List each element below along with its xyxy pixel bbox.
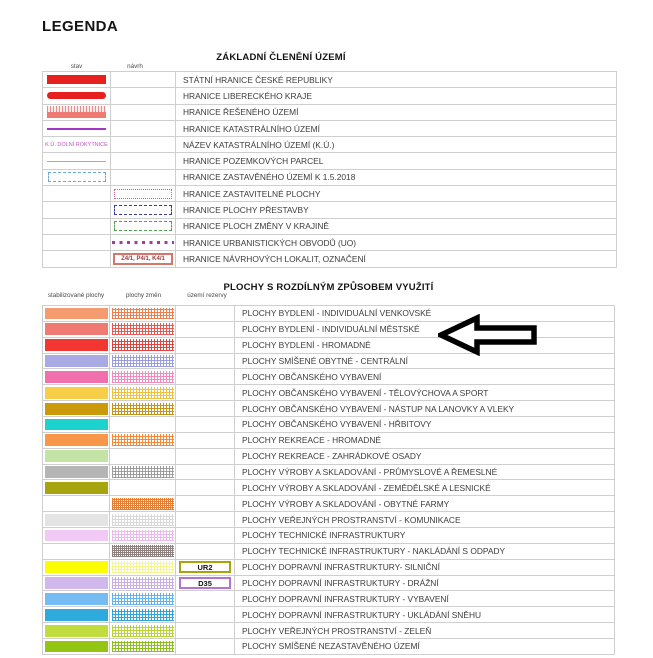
swatch-cell-changes — [109, 638, 176, 655]
legend-row — [42, 465, 615, 481]
legend-label: NÁZEV KATASTRÁLNÍHO ÚZEMÍ (K.Ú.) — [175, 136, 617, 153]
hatch-swatch — [112, 403, 174, 415]
swatch-cell-changes — [109, 384, 176, 401]
color-swatch — [45, 561, 108, 573]
swatch-cell-changes — [109, 432, 176, 449]
legend-row — [42, 219, 617, 235]
hatch-swatch — [112, 308, 174, 320]
swatch-cell-changes — [109, 416, 176, 433]
swatch-cell-navrh — [110, 185, 176, 202]
legend-label: PLOCHY BYDLENÍ - INDIVIDUÁLNÍ MĚSTSKÉ — [234, 321, 615, 338]
hatch-swatch — [112, 545, 174, 557]
color-swatch — [45, 466, 108, 478]
state-border-line-swatch — [47, 75, 106, 84]
swatch-cell-reserve — [175, 527, 235, 544]
swatch-cell-stabilized — [42, 527, 110, 544]
swatch-cell-reserve — [175, 638, 235, 655]
swatch-cell-navrh — [110, 250, 176, 267]
swatch-cell-stabilized — [42, 432, 110, 449]
swatch-cell-stabilized — [42, 321, 110, 338]
hatch-swatch — [112, 593, 174, 605]
legend-label: PLOCHY VEŘEJNÝCH PROSTRANSTVÍ - KOMUNIKACE — [234, 511, 615, 528]
legend-label: PLOCHY VÝROBY A SKLADOVÁNÍ - ZEMĚDĚLSKÉ A LESNICKÉ — [234, 479, 615, 496]
section1-title: ZÁKLADNÍ ČLENĚNÍ ÚZEMÍ — [216, 52, 346, 63]
color-swatch — [45, 355, 108, 367]
legend-row — [42, 88, 617, 104]
swatch-cell-changes — [109, 353, 176, 370]
legend-row — [42, 401, 615, 417]
legend-row — [42, 105, 617, 121]
swatch-cell-changes — [109, 622, 176, 639]
hatch-swatch — [112, 641, 174, 653]
cadastral-name-sample: K.Ú. DOLNÍ ROKYTNICE — [45, 141, 108, 148]
legend-row — [42, 560, 615, 576]
swatch-cell-stabilized — [42, 448, 110, 465]
swatch-cell-reserve — [175, 606, 235, 623]
swatch-cell-reserve — [175, 479, 235, 496]
legend-row — [42, 385, 615, 401]
legend-label: PLOCHY BYDLENÍ - HROMADNÉ — [234, 337, 615, 354]
legend-label: PLOCHY DOPRAVNÍ INFRASTRUKTURY - VYBAVENÍ — [234, 590, 615, 607]
hatch-swatch — [112, 514, 174, 526]
swatch-cell-stabilized — [42, 384, 110, 401]
swatch-cell-stav — [42, 71, 111, 88]
swatch-cell-stabilized — [42, 606, 110, 623]
hatch-swatch — [112, 466, 174, 478]
legend-label: PLOCHY DOPRAVNÍ INFRASTRUKTURY - DRÁŽNÍ — [234, 575, 615, 592]
color-swatch — [45, 530, 108, 542]
legend-row — [42, 528, 615, 544]
legend-label: PLOCHY REKREACE - HROMADNÉ — [234, 432, 615, 449]
legend-label: PLOCHY REKREACE - ZAHRÁDKOVÉ OSADY — [234, 448, 615, 465]
legend-row — [42, 121, 617, 137]
legend-row — [42, 170, 617, 186]
swatch-cell-stav — [42, 104, 111, 121]
swatch-cell-stabilized — [42, 495, 110, 512]
swatch-cell-reserve — [175, 400, 235, 417]
swatch-cell-navrh — [110, 87, 176, 104]
swatch-cell-changes — [109, 321, 176, 338]
column-label-stabilized: stabilizované plochy — [47, 292, 105, 299]
legend-label: HRANICE ZASTAVITELNÉ PLOCHY — [175, 185, 617, 202]
urban-district-dots-swatch — [112, 241, 174, 244]
color-swatch — [45, 387, 108, 399]
legend-row — [42, 251, 617, 267]
hatch-swatch — [112, 577, 174, 589]
legend-row — [42, 186, 617, 202]
swatch-cell-stabilized — [42, 622, 110, 639]
band-solid — [47, 112, 106, 118]
swatch-cell-stav — [42, 250, 111, 267]
reserve-badge-d35: D35 — [179, 577, 231, 589]
swatch-cell-stabilized — [42, 337, 110, 354]
legend-label: HRANICE URBANISTICKÝCH OBVODŮ (UO) — [175, 234, 617, 251]
swatch-cell-changes — [109, 368, 176, 385]
basic-division-table — [42, 72, 617, 268]
hatch-swatch — [112, 434, 174, 446]
hatch-swatch — [112, 609, 174, 621]
hatch-swatch — [112, 355, 174, 367]
legend-label: PLOCHY DOPRAVNÍ INFRASTRUKTURY - UKLÁDÁNÍ SNĚHU — [234, 606, 615, 623]
cadastral-line-swatch — [47, 128, 106, 130]
hatch-swatch — [112, 625, 174, 637]
column-label-stav: stav — [70, 63, 83, 70]
swatch-cell-reserve — [175, 559, 235, 576]
column-label-navrh: návrh — [127, 63, 143, 70]
legend-label: PLOCHY TECHNICKÉ INFRASTRUKTURY - NAKLÁDÁNÍ S ODPADY — [234, 543, 615, 560]
swatch-cell-changes — [109, 464, 176, 481]
swatch-cell-changes — [109, 511, 176, 528]
legend-label: PLOCHY OBČANSKÉHO VYBAVENÍ — [234, 368, 615, 385]
hatch-swatch — [112, 323, 174, 335]
legend-row — [42, 496, 615, 512]
swatch-cell-stabilized — [42, 543, 110, 560]
swatch-cell-stabilized — [42, 400, 110, 417]
legend-label: HRANICE POZEMKOVÝCH PARCEL — [175, 152, 617, 169]
swatch-cell-reserve — [175, 511, 235, 528]
hatch-swatch — [112, 498, 174, 510]
section2-title: PLOCHY S ROZDÍLNÝM ZPŮSOBEM VYUŽITÍ — [223, 282, 434, 293]
hatch-swatch — [112, 387, 174, 399]
swatch-cell-stabilized — [42, 416, 110, 433]
color-swatch — [45, 403, 108, 415]
swatch-cell-stabilized — [42, 479, 110, 496]
legend-label: PLOCHY VEŘEJNÝCH PROSTRANSTVÍ - ZELEŇ — [234, 622, 615, 639]
legend-label: PLOCHY OBČANSKÉHO VYBAVENÍ - HŘBITOVY — [234, 416, 615, 433]
swatch-cell-changes — [109, 606, 176, 623]
legend-label: PLOCHY BYDLENÍ - INDIVIDUÁLNÍ VENKOVSKÉ — [234, 305, 615, 322]
color-swatch — [45, 371, 108, 383]
swatch-cell-changes — [109, 337, 176, 354]
legend-label: HRANICE NÁVRHOVÝCH LOKALIT, OZNAČENÍ — [175, 250, 617, 267]
swatch-cell-stav — [42, 218, 111, 235]
swatch-cell-reserve — [175, 368, 235, 385]
hatch-swatch — [112, 371, 174, 383]
swatch-cell-changes — [109, 495, 176, 512]
swatch-cell-reserve — [175, 321, 235, 338]
column-label-changes: plochy změn — [125, 292, 162, 299]
swatch-cell-stabilized — [42, 575, 110, 592]
swatch-cell-reserve — [175, 495, 235, 512]
legend-row — [42, 417, 615, 433]
swatch-cell-stav — [42, 152, 111, 169]
legend-row — [42, 512, 615, 528]
color-swatch — [45, 419, 108, 431]
legend-row — [42, 623, 615, 639]
swatch-cell-navrh — [110, 71, 176, 88]
legend-label: PLOCHY OBČANSKÉHO VYBAVENÍ - TĚLOVÝCHOVA A SPORT — [234, 384, 615, 401]
parcel-line-swatch — [47, 161, 106, 162]
swatch-cell-changes — [109, 448, 176, 465]
legend-label: HRANICE PLOCH ZMĚNY V KRAJINĚ — [175, 218, 617, 235]
swatch-cell-navrh — [110, 104, 176, 121]
swatch-cell-reserve — [175, 590, 235, 607]
swatch-cell-stabilized — [42, 305, 110, 322]
color-swatch — [45, 609, 108, 621]
legend-row — [42, 449, 615, 465]
developable-boundary-swatch — [114, 189, 172, 199]
swatch-cell-changes — [109, 527, 176, 544]
legend-row — [42, 607, 615, 623]
hatch-swatch — [112, 530, 174, 542]
swatch-cell-stabilized — [42, 638, 110, 655]
color-swatch — [45, 434, 108, 446]
legend-label: PLOCHY SMÍŠENÉ NEZASTAVĚNÉHO ÚZEMÍ — [234, 638, 615, 655]
swatch-cell-stav — [42, 169, 111, 186]
swatch-cell-changes — [109, 559, 176, 576]
swatch-cell-reserve — [175, 384, 235, 401]
legend-row — [42, 544, 615, 560]
swatch-cell-stabilized — [42, 559, 110, 576]
color-swatch — [45, 308, 108, 320]
swatch-cell-stabilized — [42, 464, 110, 481]
color-swatch — [45, 577, 108, 589]
legend-row — [42, 369, 615, 385]
hatch-swatch — [112, 339, 174, 351]
swatch-cell-reserve — [175, 305, 235, 322]
legend-row — [42, 639, 615, 655]
legend-row — [42, 153, 617, 169]
swatch-cell-navrh — [110, 218, 176, 235]
legend-row — [42, 72, 617, 88]
legend-label: PLOCHY TECHNICKÉ INFRASTRUKTURY — [234, 527, 615, 544]
swatch-cell-reserve — [175, 543, 235, 560]
legend-label: HRANICE LIBERECKÉHO KRAJE — [175, 87, 617, 104]
swatch-cell-stav — [42, 234, 111, 251]
land-use-table — [42, 306, 615, 655]
swatch-cell-reserve — [175, 464, 235, 481]
swatch-cell-stav — [42, 120, 111, 137]
legend-label: STÁTNÍ HRANICE ČESKÉ REPUBLIKY — [175, 71, 617, 88]
legend-label: HRANICE PLOCHY PŘESTAVBY — [175, 201, 617, 218]
swatch-cell-reserve — [175, 622, 235, 639]
swatch-cell-reserve — [175, 448, 235, 465]
swatch-cell-changes — [109, 590, 176, 607]
swatch-cell-changes — [109, 479, 176, 496]
landscape-change-boundary-swatch — [114, 221, 172, 231]
color-swatch — [45, 625, 108, 637]
locality-label-box: Z4/1, P4/1, K4/1 — [113, 253, 173, 265]
hatch-swatch — [112, 561, 174, 573]
swatch-cell-reserve — [175, 432, 235, 449]
swatch-cell-reserve — [175, 416, 235, 433]
swatch-cell-navrh — [110, 136, 176, 153]
legend-label: PLOCHY VÝROBY A SKLADOVÁNÍ - PRŮMYSLOVÉ A ŘEMESLNÉ — [234, 464, 615, 481]
legend-label: PLOCHY VÝROBY A SKLADOVÁNÍ - OBYTNÉ FARMY — [234, 495, 615, 512]
column-label-reserve: území rezervy — [187, 292, 227, 299]
legend-label: HRANICE KATASTRÁLNÍHO ÚZEMÍ — [175, 120, 617, 137]
legend-row — [42, 433, 615, 449]
color-swatch — [45, 514, 108, 526]
color-swatch — [45, 323, 108, 335]
swatch-cell-changes — [109, 305, 176, 322]
legend-label: PLOCHY OBČANSKÉHO VYBAVENÍ - NÁSTUP NA LANOVKY A VLEKY — [234, 400, 615, 417]
swatch-cell-stabilized — [42, 353, 110, 370]
reserve-badge-ur2: UR2 — [179, 561, 231, 573]
legend-row — [42, 202, 617, 218]
swatch-cell-stav — [42, 185, 111, 202]
swatch-cell-changes — [109, 543, 176, 560]
color-swatch — [45, 450, 108, 462]
color-swatch — [45, 641, 108, 653]
legend-label: PLOCHY DOPRAVNÍ INFRASTRUKTURY- SILNIČNÍ — [234, 559, 615, 576]
page-title: LEGENDA — [42, 18, 119, 35]
color-swatch — [45, 339, 108, 351]
swatch-cell-stabilized — [42, 368, 110, 385]
swatch-cell-stabilized — [42, 511, 110, 528]
swatch-cell-reserve — [175, 353, 235, 370]
left-arrow-icon — [438, 314, 538, 356]
legend-label: HRANICE ZASTAVĚNÉHO ÚZEMÍ K 1.5.2018 — [175, 169, 617, 186]
swatch-cell-stav — [42, 87, 111, 104]
swatch-cell-reserve — [175, 575, 235, 592]
color-swatch — [45, 593, 108, 605]
swatch-cell-stabilized — [42, 590, 110, 607]
legend-label: PLOCHY SMÍŠENÉ OBYTNÉ - CENTRÁLNÍ — [234, 353, 615, 370]
legend-label: HRANICE ŘEŠENÉHO ÚZEMÍ — [175, 104, 617, 121]
color-swatch — [45, 482, 108, 494]
swatch-cell-navrh — [110, 234, 176, 251]
solved-area-band-swatch — [47, 106, 106, 118]
legend-row — [42, 235, 617, 251]
legend-row — [42, 137, 617, 153]
swatch-cell-navrh — [110, 169, 176, 186]
built-up-boundary-swatch — [48, 172, 106, 182]
region-border-line-swatch — [47, 92, 106, 99]
swatch-cell-stav — [42, 136, 111, 153]
legend-row — [42, 591, 615, 607]
swatch-cell-changes — [109, 400, 176, 417]
redevelopment-boundary-swatch — [114, 205, 172, 215]
swatch-cell-reserve — [175, 337, 235, 354]
swatch-cell-navrh — [110, 201, 176, 218]
legend-row — [42, 576, 615, 592]
legend-row — [42, 480, 615, 496]
swatch-cell-stav — [42, 201, 111, 218]
swatch-cell-navrh — [110, 120, 176, 137]
swatch-cell-changes — [109, 575, 176, 592]
swatch-cell-navrh — [110, 152, 176, 169]
